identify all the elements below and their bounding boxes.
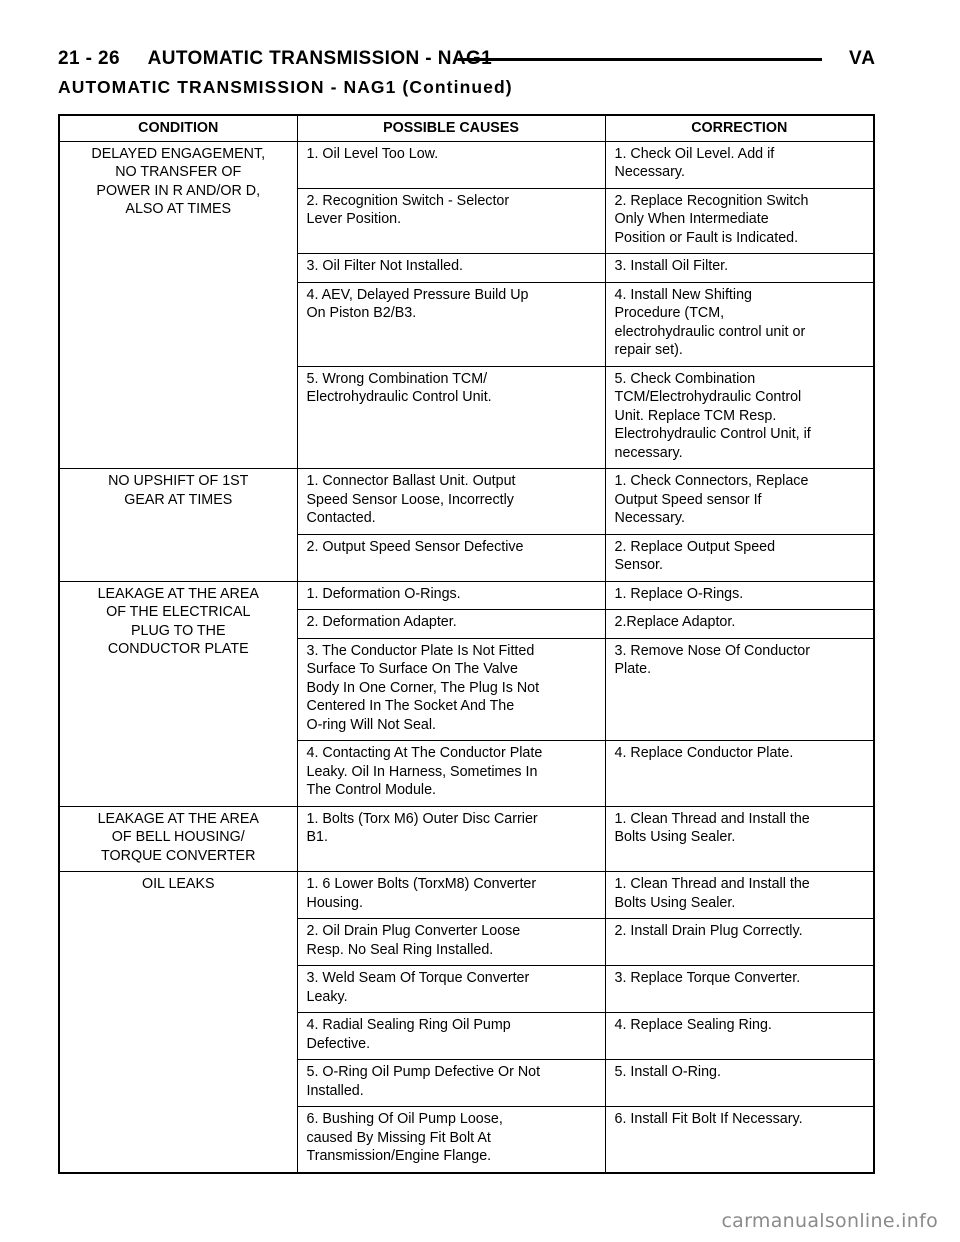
correction-line: 5. Check Combination bbox=[614, 370, 756, 387]
correction-line: 2.Replace Adaptor. bbox=[614, 614, 736, 630]
cause-line: 2. Output Speed Sensor Defective bbox=[306, 538, 524, 555]
column-header-possible-causes: POSSIBLE CAUSES bbox=[297, 115, 605, 141]
cause-cell bbox=[297, 1060, 605, 1107]
condition-line: NO UPSHIFT OF 1ST bbox=[108, 473, 249, 489]
cause-cell bbox=[297, 1013, 605, 1060]
correction-line: 4. Install New Shifting bbox=[614, 286, 752, 303]
correction-line: Electrohydraulic Control Unit, if bbox=[614, 426, 811, 442]
cause-line: 4. AEV, Delayed Pressure Build Up bbox=[306, 286, 529, 303]
correction-line: 1. Check Connectors, Replace bbox=[614, 473, 809, 489]
condition-line: OIL LEAKS bbox=[141, 876, 215, 892]
correction-line: 1. Check Oil Level. Add if bbox=[614, 145, 775, 162]
table-row bbox=[59, 872, 874, 919]
table-row bbox=[59, 581, 874, 610]
correction-cell bbox=[605, 1013, 874, 1060]
condition-line: ALSO AT TIMES bbox=[125, 201, 232, 217]
correction-cell bbox=[605, 872, 874, 919]
cause-cell bbox=[297, 581, 605, 610]
correction-line: TCM/Electrohydraulic Control bbox=[614, 389, 802, 405]
cause-line: caused By Missing Fit Bolt At bbox=[306, 1129, 491, 1146]
cause-line: 4. Contacting At The Conductor Plate bbox=[306, 745, 543, 761]
correction-line: 2. Install Drain Plug Correctly. bbox=[614, 923, 803, 939]
cause-line: Leaky. bbox=[306, 988, 348, 1005]
cause-line: B1. bbox=[306, 829, 328, 845]
condition-cell bbox=[59, 141, 297, 469]
correction-cell bbox=[605, 469, 874, 535]
cause-cell bbox=[297, 638, 605, 741]
column-header-correction: CORRECTION bbox=[605, 115, 874, 141]
cause-cell bbox=[297, 872, 605, 919]
correction-line: Unit. Replace TCM Resp. bbox=[614, 407, 777, 424]
cause-cell bbox=[297, 1107, 605, 1173]
correction-line: Sensor. bbox=[614, 557, 663, 573]
correction-line: Only When Intermediate bbox=[614, 211, 769, 227]
correction-line: 6. Install Fit Bolt If Necessary. bbox=[614, 1111, 803, 1127]
cause-cell bbox=[297, 534, 605, 581]
cause-line: 6. Bushing Of Oil Pump Loose, bbox=[306, 1111, 503, 1127]
condition-line: PLUG TO THE bbox=[130, 622, 226, 639]
correction-cell bbox=[605, 141, 874, 188]
cause-line: 5. O-Ring Oil Pump Defective Or Not bbox=[306, 1064, 541, 1080]
cause-line: 2. Deformation Adapter. bbox=[306, 614, 457, 630]
correction-cell bbox=[605, 966, 874, 1013]
cause-line: 1. Bolts (Torx M6) Outer Disc Carrier bbox=[306, 810, 538, 827]
correction-line: 4. Replace Sealing Ring. bbox=[614, 1017, 772, 1033]
cause-cell bbox=[297, 254, 605, 283]
cause-line: Housing. bbox=[306, 894, 363, 911]
cause-line: Installed. bbox=[306, 1082, 364, 1099]
condition-line: NO TRANSFER OF bbox=[115, 164, 242, 180]
cause-line: 4. Radial Sealing Ring Oil Pump bbox=[306, 1017, 511, 1033]
correction-cell bbox=[605, 919, 874, 966]
cause-line: The Control Module. bbox=[306, 782, 437, 798]
cause-line: Body In One Corner, The Plug Is Not bbox=[306, 679, 540, 696]
cause-line: 2. Oil Drain Plug Converter Loose bbox=[306, 923, 521, 939]
correction-line: Position or Fault is Indicated. bbox=[614, 229, 799, 246]
watermark: carmanualsonline.info bbox=[721, 1210, 938, 1232]
condition-line: OF THE ELECTRICAL bbox=[106, 604, 251, 620]
correction-cell bbox=[605, 534, 874, 581]
correction-cell bbox=[605, 282, 874, 366]
vehicle-code: VA bbox=[849, 48, 876, 69]
correction-cell bbox=[605, 610, 874, 639]
cause-line: 3. The Conductor Plate Is Not Fitted bbox=[306, 642, 535, 659]
cause-line: Contacted. bbox=[306, 510, 376, 526]
correction-cell bbox=[605, 741, 874, 807]
condition-line: GEAR AT TIMES bbox=[124, 491, 233, 508]
cause-cell bbox=[297, 806, 605, 872]
section-title: AUTOMATIC TRANSMISSION - NAG1 (Continued) bbox=[58, 77, 513, 97]
cause-line: Transmission/Engine Flange. bbox=[306, 1148, 492, 1164]
cause-cell bbox=[297, 919, 605, 966]
table-row bbox=[59, 469, 874, 535]
condition-line: LEAKAGE AT THE AREA bbox=[97, 810, 259, 827]
cause-cell bbox=[297, 188, 605, 254]
cause-line: Leaky. Oil In Harness, Sometimes In bbox=[306, 763, 538, 780]
correction-line: Output Speed sensor If bbox=[614, 491, 762, 508]
correction-line: 1. Clean Thread and Install the bbox=[614, 810, 810, 827]
cause-line: Resp. No Seal Ring Installed. bbox=[306, 941, 494, 958]
correction-line: necessary. bbox=[614, 444, 683, 461]
correction-cell bbox=[605, 638, 874, 741]
correction-cell bbox=[605, 581, 874, 610]
page-header bbox=[58, 46, 876, 76]
cause-line: 1. 6 Lower Bolts (TorxM8) Converter bbox=[306, 876, 537, 892]
cause-line: 1. Connector Ballast Unit. Output bbox=[306, 473, 516, 489]
cause-line: Lever Position. bbox=[306, 211, 402, 227]
condition-line: POWER IN R AND/OR D, bbox=[96, 182, 261, 199]
cause-cell bbox=[297, 366, 605, 469]
cause-line: On Piston B2/B3. bbox=[306, 305, 417, 321]
correction-cell bbox=[605, 806, 874, 872]
table-body bbox=[59, 141, 874, 1173]
correction-cell bbox=[605, 366, 874, 469]
cause-cell bbox=[297, 469, 605, 535]
condition-line: OF BELL HOUSING/ bbox=[111, 829, 245, 845]
table-header-row bbox=[59, 115, 874, 141]
header-rule bbox=[458, 58, 822, 61]
correction-line: Necessary. bbox=[614, 164, 685, 180]
cause-line: 3. Weld Seam Of Torque Converter bbox=[306, 970, 530, 986]
cause-line: 3. Oil Filter Not Installed. bbox=[306, 258, 464, 274]
correction-line: 4. Replace Conductor Plate. bbox=[614, 745, 794, 761]
condition-cell bbox=[59, 806, 297, 872]
table-row bbox=[59, 806, 874, 872]
cause-line: 1. Oil Level Too Low. bbox=[306, 145, 439, 162]
cause-line: Surface To Surface On The Valve bbox=[306, 661, 518, 677]
correction-line: 2. Replace Recognition Switch bbox=[614, 192, 809, 209]
diagnosis-table bbox=[58, 114, 875, 1174]
correction-line: Procedure (TCM, bbox=[614, 305, 725, 321]
correction-line: repair set). bbox=[614, 342, 683, 358]
correction-line: Plate. bbox=[614, 661, 652, 677]
correction-line: 3. Replace Torque Converter. bbox=[614, 970, 801, 986]
cause-line: Speed Sensor Loose, Incorrectly bbox=[306, 491, 514, 508]
condition-cell bbox=[59, 581, 297, 806]
cause-line: 1. Deformation O-Rings. bbox=[306, 585, 461, 602]
condition-line: LEAKAGE AT THE AREA bbox=[97, 585, 259, 602]
cause-line: Centered In The Socket And The bbox=[306, 698, 515, 714]
condition-line: DELAYED ENGAGEMENT, bbox=[91, 145, 266, 162]
condition-cell bbox=[59, 872, 297, 1173]
correction-line: Necessary. bbox=[614, 510, 685, 526]
correction-cell bbox=[605, 188, 874, 254]
table-row bbox=[59, 141, 874, 188]
correction-line: 3. Install Oil Filter. bbox=[614, 258, 729, 274]
cause-line: Defective. bbox=[306, 1035, 371, 1052]
cause-cell bbox=[297, 282, 605, 366]
condition-line: CONDUCTOR PLATE bbox=[107, 641, 249, 657]
cause-line: 2. Recognition Switch - Selector bbox=[306, 192, 510, 209]
correction-line: electrohydraulic control unit or bbox=[614, 323, 806, 340]
cause-cell bbox=[297, 141, 605, 188]
correction-cell bbox=[605, 1060, 874, 1107]
condition-cell bbox=[59, 469, 297, 582]
column-header-condition: CONDITION bbox=[59, 115, 297, 141]
cause-cell bbox=[297, 966, 605, 1013]
correction-cell bbox=[605, 1107, 874, 1173]
correction-line: 1. Clean Thread and Install the bbox=[614, 876, 810, 892]
cause-cell bbox=[297, 741, 605, 807]
correction-cell bbox=[605, 254, 874, 283]
cause-line: O-ring Will Not Seal. bbox=[306, 716, 436, 733]
correction-line: 2. Replace Output Speed bbox=[614, 538, 776, 555]
correction-line: 1. Replace O-Rings. bbox=[614, 585, 744, 602]
correction-line: 5. Install O-Ring. bbox=[614, 1064, 721, 1080]
page-number-and-chapter: 21 - 26 AUTOMATIC TRANSMISSION - NAG1 bbox=[58, 48, 493, 69]
correction-line: Bolts Using Sealer. bbox=[614, 829, 736, 845]
cause-cell bbox=[297, 610, 605, 639]
cause-line: 5. Wrong Combination TCM/ bbox=[306, 370, 488, 387]
condition-line: TORQUE CONVERTER bbox=[101, 847, 256, 864]
correction-line: Bolts Using Sealer. bbox=[614, 894, 736, 911]
correction-line: 3. Remove Nose Of Conductor bbox=[614, 642, 810, 659]
cause-line: Electrohydraulic Control Unit. bbox=[306, 389, 492, 405]
